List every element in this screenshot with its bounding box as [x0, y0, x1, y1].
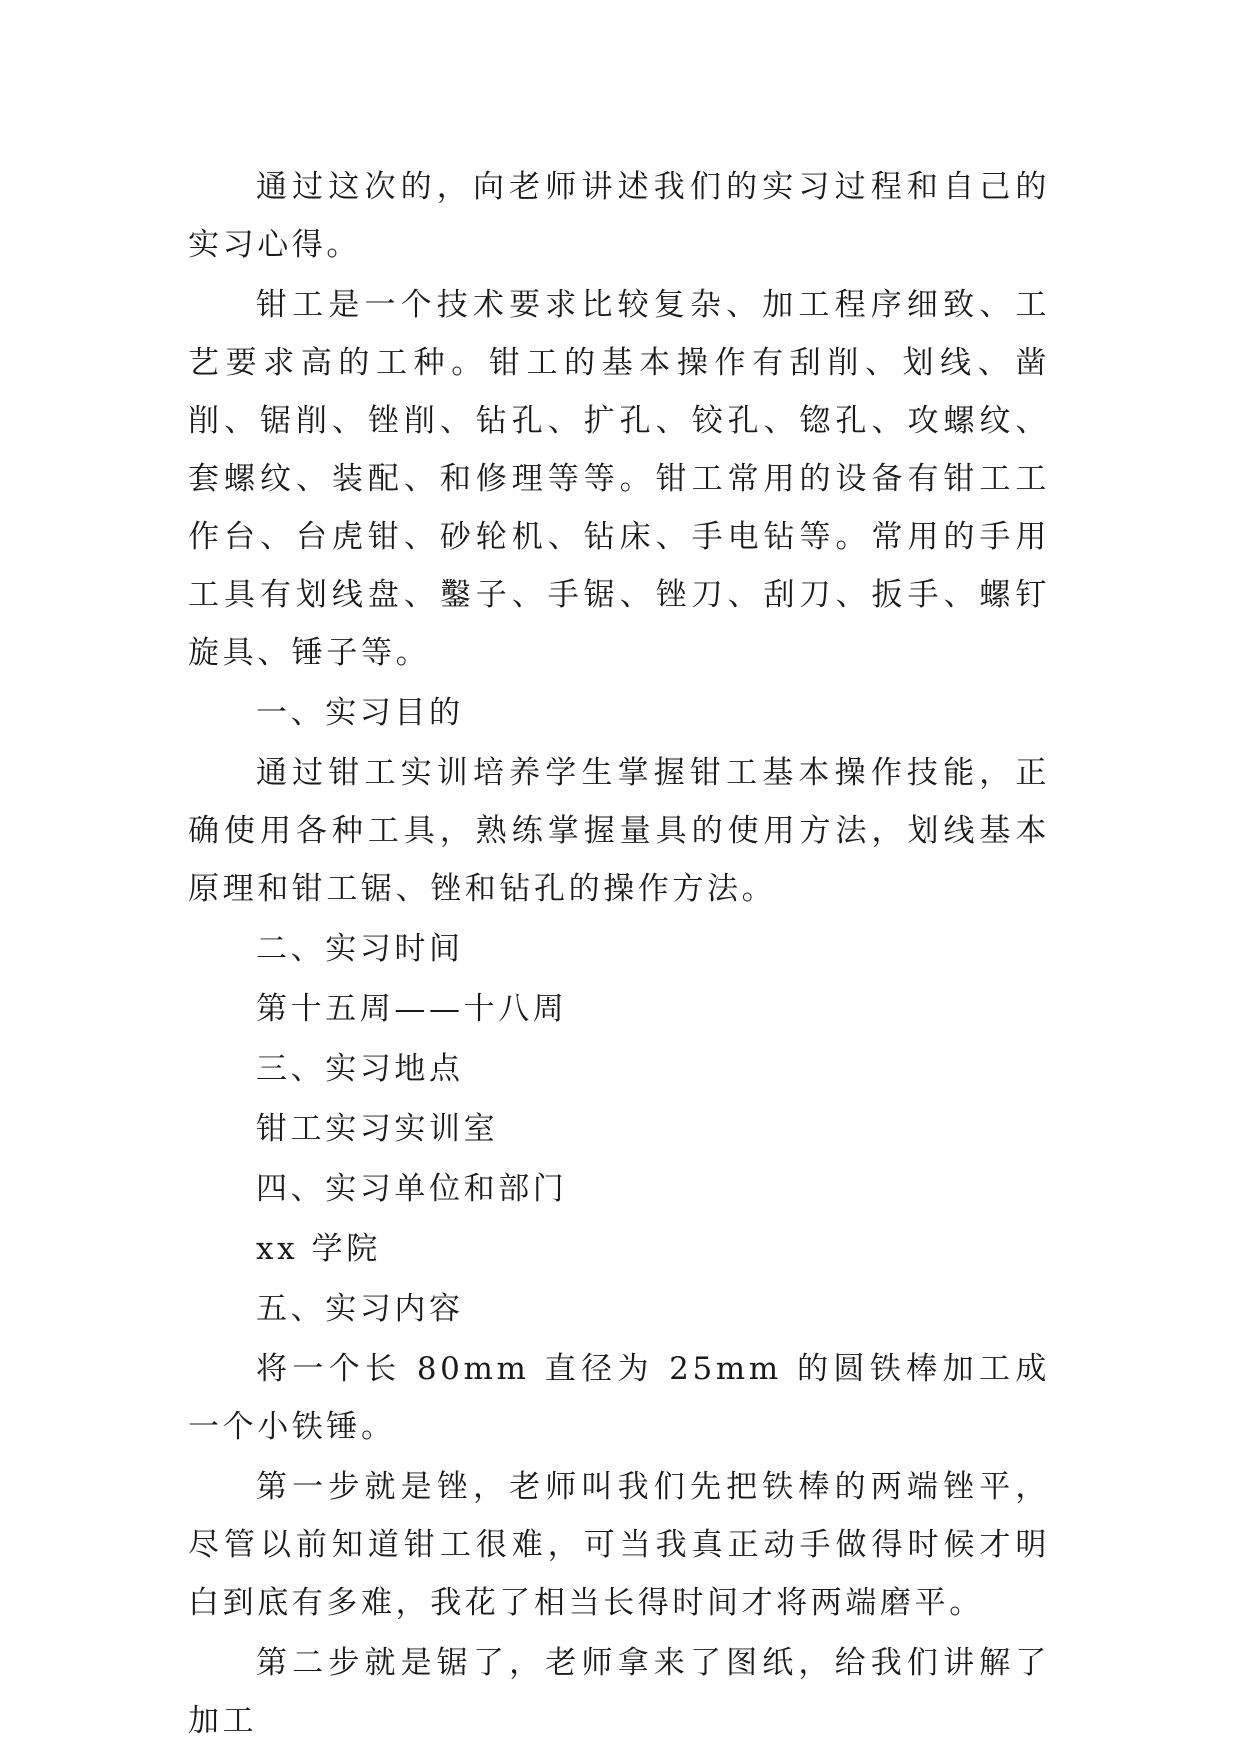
paragraph-step-two: 第二步就是锯了，老师拿来了图纸，给我们讲解了加工	[188, 1645, 1050, 1739]
paragraph-task: 将一个长 80mm 直径为 25mm 的圆铁棒加工成一个小铁锤。	[188, 1351, 1050, 1445]
section-heading-content: 五、实习内容	[256, 1291, 464, 1327]
section-heading-time: 二、实习时间	[256, 931, 464, 967]
paragraph-fitter-overview: 钳工是一个技术要求比较复杂、加工程序细致、工艺要求高的工种。钳工的基本操作有刮削、划线、凿削、锯削、锉削、钻孔、扩孔、铰孔、锪孔、攻螺纹、套螺纹、装配、和修理等等。钳工常用的设备有钳工工作台、台虎钳、砂轮机、钻床、手电钻等。常用的手用工具有划线盘、鑿子、手锯、锉刀、刮刀、扳手、螺钉旋具、锤子等。	[188, 287, 1050, 671]
paragraph-intro: 通过这次的，向老师讲述我们的实习过程和自己的实习心得。	[188, 169, 1050, 263]
section-heading-purpose: 一、实习目的	[256, 695, 464, 731]
paragraph-step-one: 第一步就是锉，老师叫我们先把铁棒的两端锉平，尽管以前知道钳工很难，可当我真正动手做得时候才明白到底有多难，我花了相当长得时间才将两端磨平。	[188, 1469, 1050, 1621]
paragraph-time: 第十五周——十八周	[256, 991, 568, 1027]
paragraph-purpose: 通过钳工实训培养学生掌握钳工基本操作技能，正确使用各种工具，熟练掌握量具的使用方法，划线基本原理和钳工锯、锉和钻孔的操作方法。	[188, 755, 1050, 907]
paragraph-unit: xx 学院	[256, 1231, 381, 1267]
paragraph-location: 钳工实习实训室	[256, 1111, 499, 1147]
section-heading-unit: 四、实习单位和部门	[256, 1171, 568, 1207]
section-heading-location: 三、实习地点	[256, 1051, 464, 1087]
document-body	[188, 158, 1050, 1752]
